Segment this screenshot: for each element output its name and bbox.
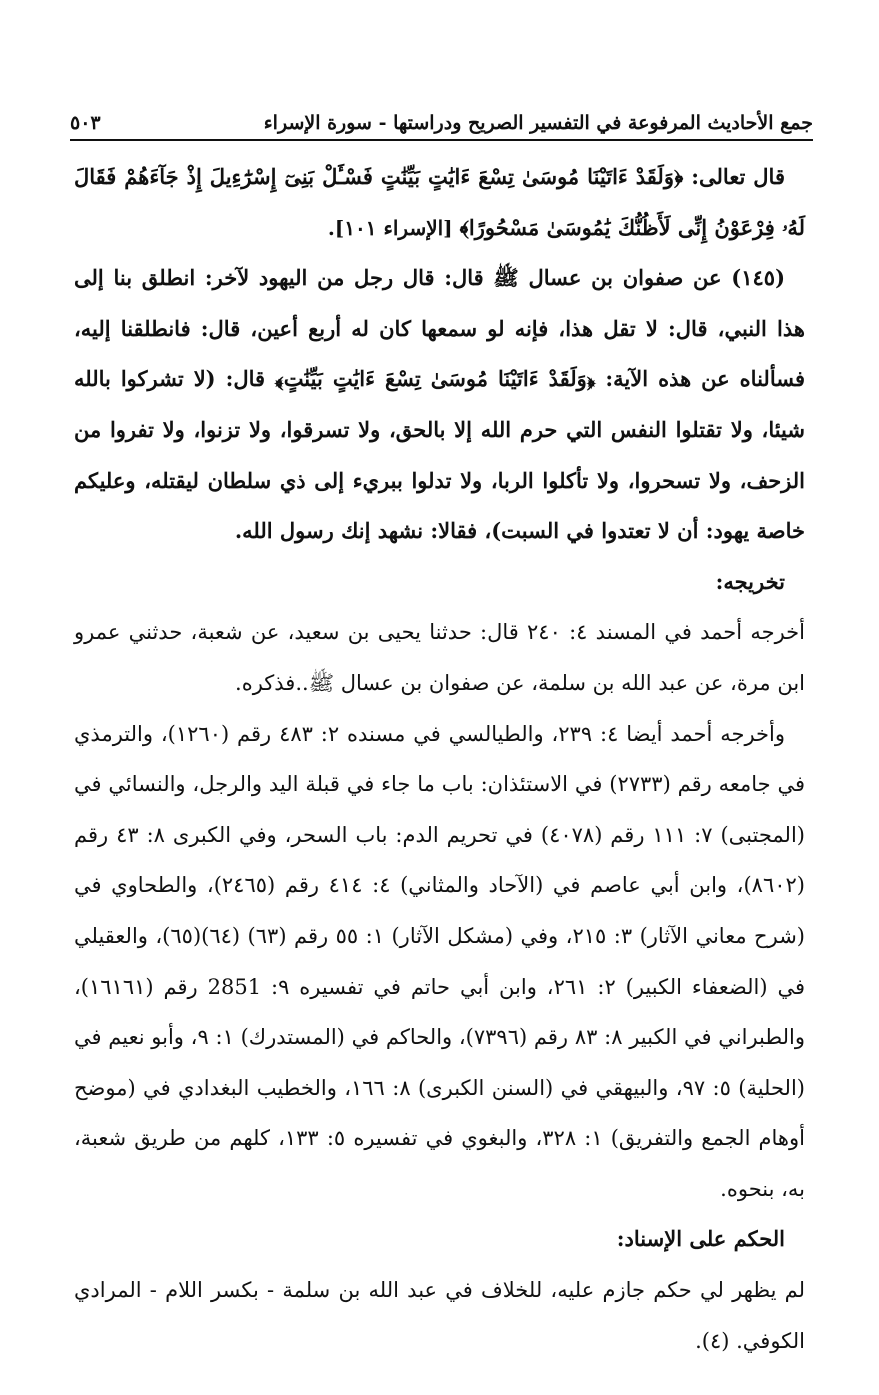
intro-paragraph <box>74 152 805 253</box>
page-number: ٥٠٣ <box>70 112 101 134</box>
hukm-paragraph: لم يظهر لي حكم جازم عليه، للخلاف في عبد الله بن سلمة - بكسر اللام - المرادي الكوفي. (٤). <box>74 1278 805 1353</box>
running-header <box>70 108 813 138</box>
hukm-heading: الحكم على الإسناد: <box>616 1226 785 1252</box>
hadith-paragraph: (١٤٥) عن صفوان بن عسال ﷺ قال: قال رجل من اليهود لآخر: انطلق بنا إلى هذا النبي، قال: لا تقل هذا، فإنه لو سمعها كان له أربع أعين، قال: فانطلقنا إليه، فسألناه عن هذه الآية: ﴿وَلَقَدْ ءَاتَيْنَا مُوسَىٰ تِسْعَ ءَايَٰتٍ بَيِّنَٰتٍ﴾ قال: (لا تشركوا بالله شيئا، ولا تقتلوا النفس التي حرم الله إلا بالحق، ولا تسرقوا، ولا تزنوا، ولا تفروا من الزحف، ولا تسحروا، ولا تأكلوا الربا، ولا تدلوا ببريء إلى ذي سلطان ليقتله، وعليكم خاصة يهود: أن لا تعتدوا في السبت)، فقالا: نشهد إنك رسول الله. <box>74 265 805 544</box>
quran-verse: ﴿وَلَقَدْ ءَاتَيْنَا مُوسَىٰ تِسْعَ ءَايَٰتٍ بَيِّنَٰتٍ فَسْـَٔلْ بَنِىٓ إِسْرَٰٓءِيلَ إِذْ جَآءَهُمْ فَقَالَ لَهُۥ فِرْعَوْنُ إِنِّى لَأَظُنُّكَ يَٰمُوسَىٰ مَسْحُورًا﴾ <box>74 164 805 240</box>
takhrij-paragraph-2: وأخرجه أحمد أيضا ٤: ٢٣٩، والطيالسي في مسنده ٢: ٤٨٣ رقم (١٢٦٠)، والترمذي في جامعه رقم (٢٧٣٣) في الاستئذان: باب ما جاء في قبلة اليد والرجل، والنسائي في (المجتبى) ٧: ١١١ رقم (٤٠٧٨) في تحريم الدم: باب السحر، وفي الكبرى ٨: ٤٣ رقم (٨٦٠٢)، وابن أبي عاصم في (الآحاد والمثاني) ٤: ٤١٤ رقم (٢٤٦٥)، والطحاوي في (شرح معاني الآثار) ٣: ٢١٥، وفي (مشكل الآثار) ١: ٥٥ رقم (٦٣) (٦٤)(٦٥)، والعقيلي في (الضعفاء الكبير) ٢: ٢٦١، وابن أبي حاتم في تفسيره ٩: 2851 رقم (١٦١٦١)، والطبراني في الكبير ٨: ٨٣ رقم (٧٣٩٦)، والحاكم في (المستدرك) ١: ٩، وأبو نعيم في (الحلية) ٥: ٩٧، والبيهقي في (السنن الكبرى) ٨: ١٦٦، والخطيب البغدادي في (موضح أوهام الجمع والتفريق) ١: ٣٢٨، والبغوي في تفسيره ٥: ١٣٣، كلهم من طريق شعبة، به، بنحوه. <box>74 721 805 1201</box>
header-divider <box>70 139 813 141</box>
verse-reference: [الإسراء ١٠١]. <box>327 215 460 240</box>
page-body <box>74 152 805 1366</box>
header-title: جمع الأحاديث المرفوعة في التفسير الصريح ودراستها - سورة الإسراء <box>263 112 813 134</box>
takhrij-heading: تخريجه: <box>715 568 785 594</box>
intro-prefix: قال تعالى: <box>683 164 785 189</box>
takhrij-paragraph-1: أخرجه أحمد في المسند ٤: ٢٤٠ قال: حدثنا يحيى بن سعيد، عن شعبة، حدثني عمرو ابن مرة، عن عبد الله بن سلمة، عن صفوان بن عسال ﷺ..فذكره. <box>74 620 805 695</box>
